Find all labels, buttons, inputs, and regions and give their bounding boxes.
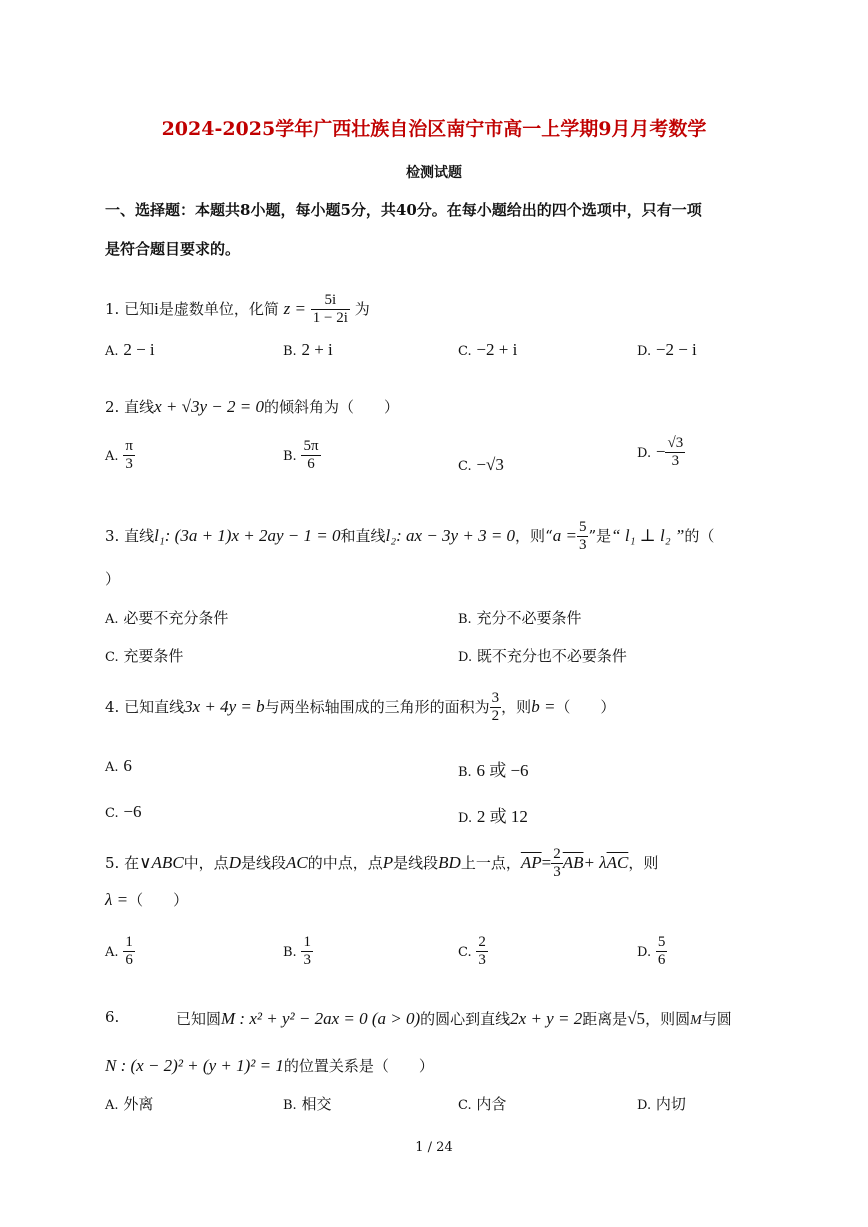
question-4: 4. 已知直线3x + 4y = b与两坐标轴围成的三角形的面积为 $\frac{3}{2}$ ，则b =（ ）: [105, 690, 616, 725]
section-heading-line1: 一、选择题：本题共8小题，每小题5分，共40分。在每小题给出的四个选项中，只有一项: [105, 201, 702, 219]
option-4c: C. −6: [105, 802, 142, 821]
option-1c: C. −2 + i: [458, 340, 518, 359]
option-3b: B. 充分不必要条件: [458, 609, 582, 627]
question-5: 5. 在∨ABC中，点D是线段AC的中点，点P是线段BD上一点，$\overline{AP}=$ $\frac{2}{3}$ $\overline{AB}+ \lambda\overline{AC}$，则: [105, 846, 659, 881]
option-6a: A. 外离: [105, 1095, 154, 1113]
option-6b: B. 相交: [283, 1095, 332, 1113]
option-6d: D. 内切: [637, 1095, 686, 1113]
question-6: 6.: [105, 1008, 120, 1026]
document-title: 2024-2025学年广西壮族自治区南宁市高一上学期9月月考数学: [161, 118, 707, 140]
question-3-close: ）: [105, 570, 121, 588]
question-6-cont: N : (x − 2)² + (y + 1)² = 1的位置关系是（ ）: [105, 1056, 434, 1075]
question-2: 2. 直线x + √3y − 2 = 0的倾斜角为（ ）: [105, 397, 399, 416]
option-5b: B. $\frac{1}{3}$: [283, 934, 311, 969]
option-2d: D. − $\frac{√3}{3}$: [637, 435, 684, 470]
option-2b: B. $\frac{5\pi}{6}$: [283, 438, 319, 473]
option-3d: D. 既不充分也不必要条件: [458, 647, 627, 665]
option-4d: D. 2 或 12: [458, 807, 528, 826]
option-1d: D. −2 − i: [637, 340, 697, 359]
question-5-cont: λ =（ ）: [105, 890, 189, 909]
option-5a: A. $\frac{1}{6}$: [105, 934, 133, 969]
option-1b: B. 2 + i: [283, 340, 333, 359]
option-6c: C. 内含: [458, 1095, 507, 1113]
question-3: 3. 直线l₁: (3a + 1)x + 2ay − 1 = 0和直线l₂: ax − 3y + 3 = 0，则“a = $\frac{5}{3}$ ”是“ l₁ ⊥ l₂ ”的（: [105, 519, 715, 554]
option-5d: D. $\frac{5}{6}$: [637, 934, 666, 969]
question-1: 1. 已知i是虚数单位，化简 z = $\frac{5i}{1 - 2i}$ 为: [105, 292, 370, 327]
option-4a: A. 6: [105, 756, 132, 775]
question-6-text: 已知圆M : x² + y² − 2ax = 0 (a > 0)的圆心到直线2x + y = 2距离是√5，则圆M与圆: [176, 1009, 732, 1028]
option-3c: C. 充要条件: [105, 647, 184, 665]
z-label: z =: [283, 298, 306, 318]
option-3a: A. 必要不充分条件: [105, 609, 229, 627]
option-4b: B. 6 或 −6: [458, 761, 529, 780]
option-2a: A. $\frac{\pi}{3}$: [105, 438, 133, 473]
option-5c: C. $\frac{2}{3}$: [458, 934, 486, 969]
option-1a: A. 2 − i: [105, 340, 155, 359]
option-2c: C. −√3: [458, 455, 504, 474]
section-heading-line2: 是符合题目要求的。: [105, 240, 241, 258]
document-subtitle: 检测试题: [406, 165, 462, 181]
fraction: $\frac{5i}{1 - 2i}$: [312, 292, 348, 327]
question-number: 1.: [105, 299, 120, 318]
page-number: 1 / 24: [415, 1140, 453, 1155]
